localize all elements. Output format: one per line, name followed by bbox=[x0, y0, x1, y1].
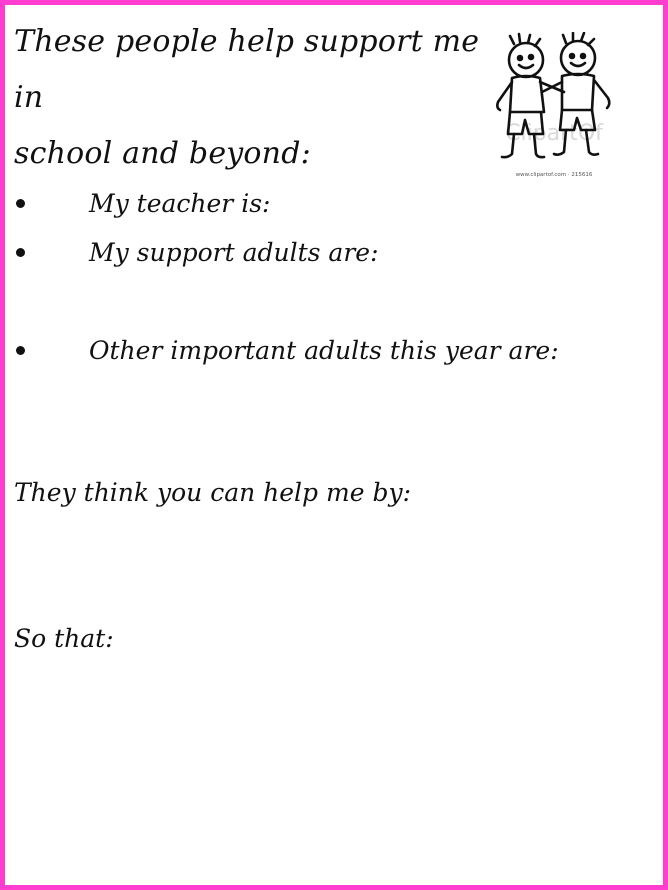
support-adults-label: My support adults are: bbox=[89, 237, 379, 267]
two-friends-clipart-icon bbox=[484, 32, 624, 180]
so-that-label: So that: bbox=[14, 624, 114, 653]
support-adults-bullet bbox=[14, 232, 379, 272]
important-adults-bullet bbox=[14, 330, 559, 370]
bullet-icon bbox=[16, 346, 25, 355]
heading-line-1: These people help support me in bbox=[14, 24, 480, 115]
teacher-label: My teacher is: bbox=[89, 188, 271, 218]
page-heading bbox=[14, 14, 484, 182]
clipart-watermark: ClipartOf bbox=[505, 121, 603, 146]
bullet-icon bbox=[16, 199, 25, 208]
heading-line-2: school and beyond: bbox=[14, 136, 311, 171]
important-adults-label: Other important adults this year are: bbox=[89, 335, 559, 365]
clipart-credit: www.clipartof.com · 215616 bbox=[515, 172, 593, 178]
help-me-by-label: They think you can help me by: bbox=[14, 478, 411, 507]
teacher-bullet bbox=[14, 183, 270, 223]
bullet-icon bbox=[16, 248, 25, 257]
